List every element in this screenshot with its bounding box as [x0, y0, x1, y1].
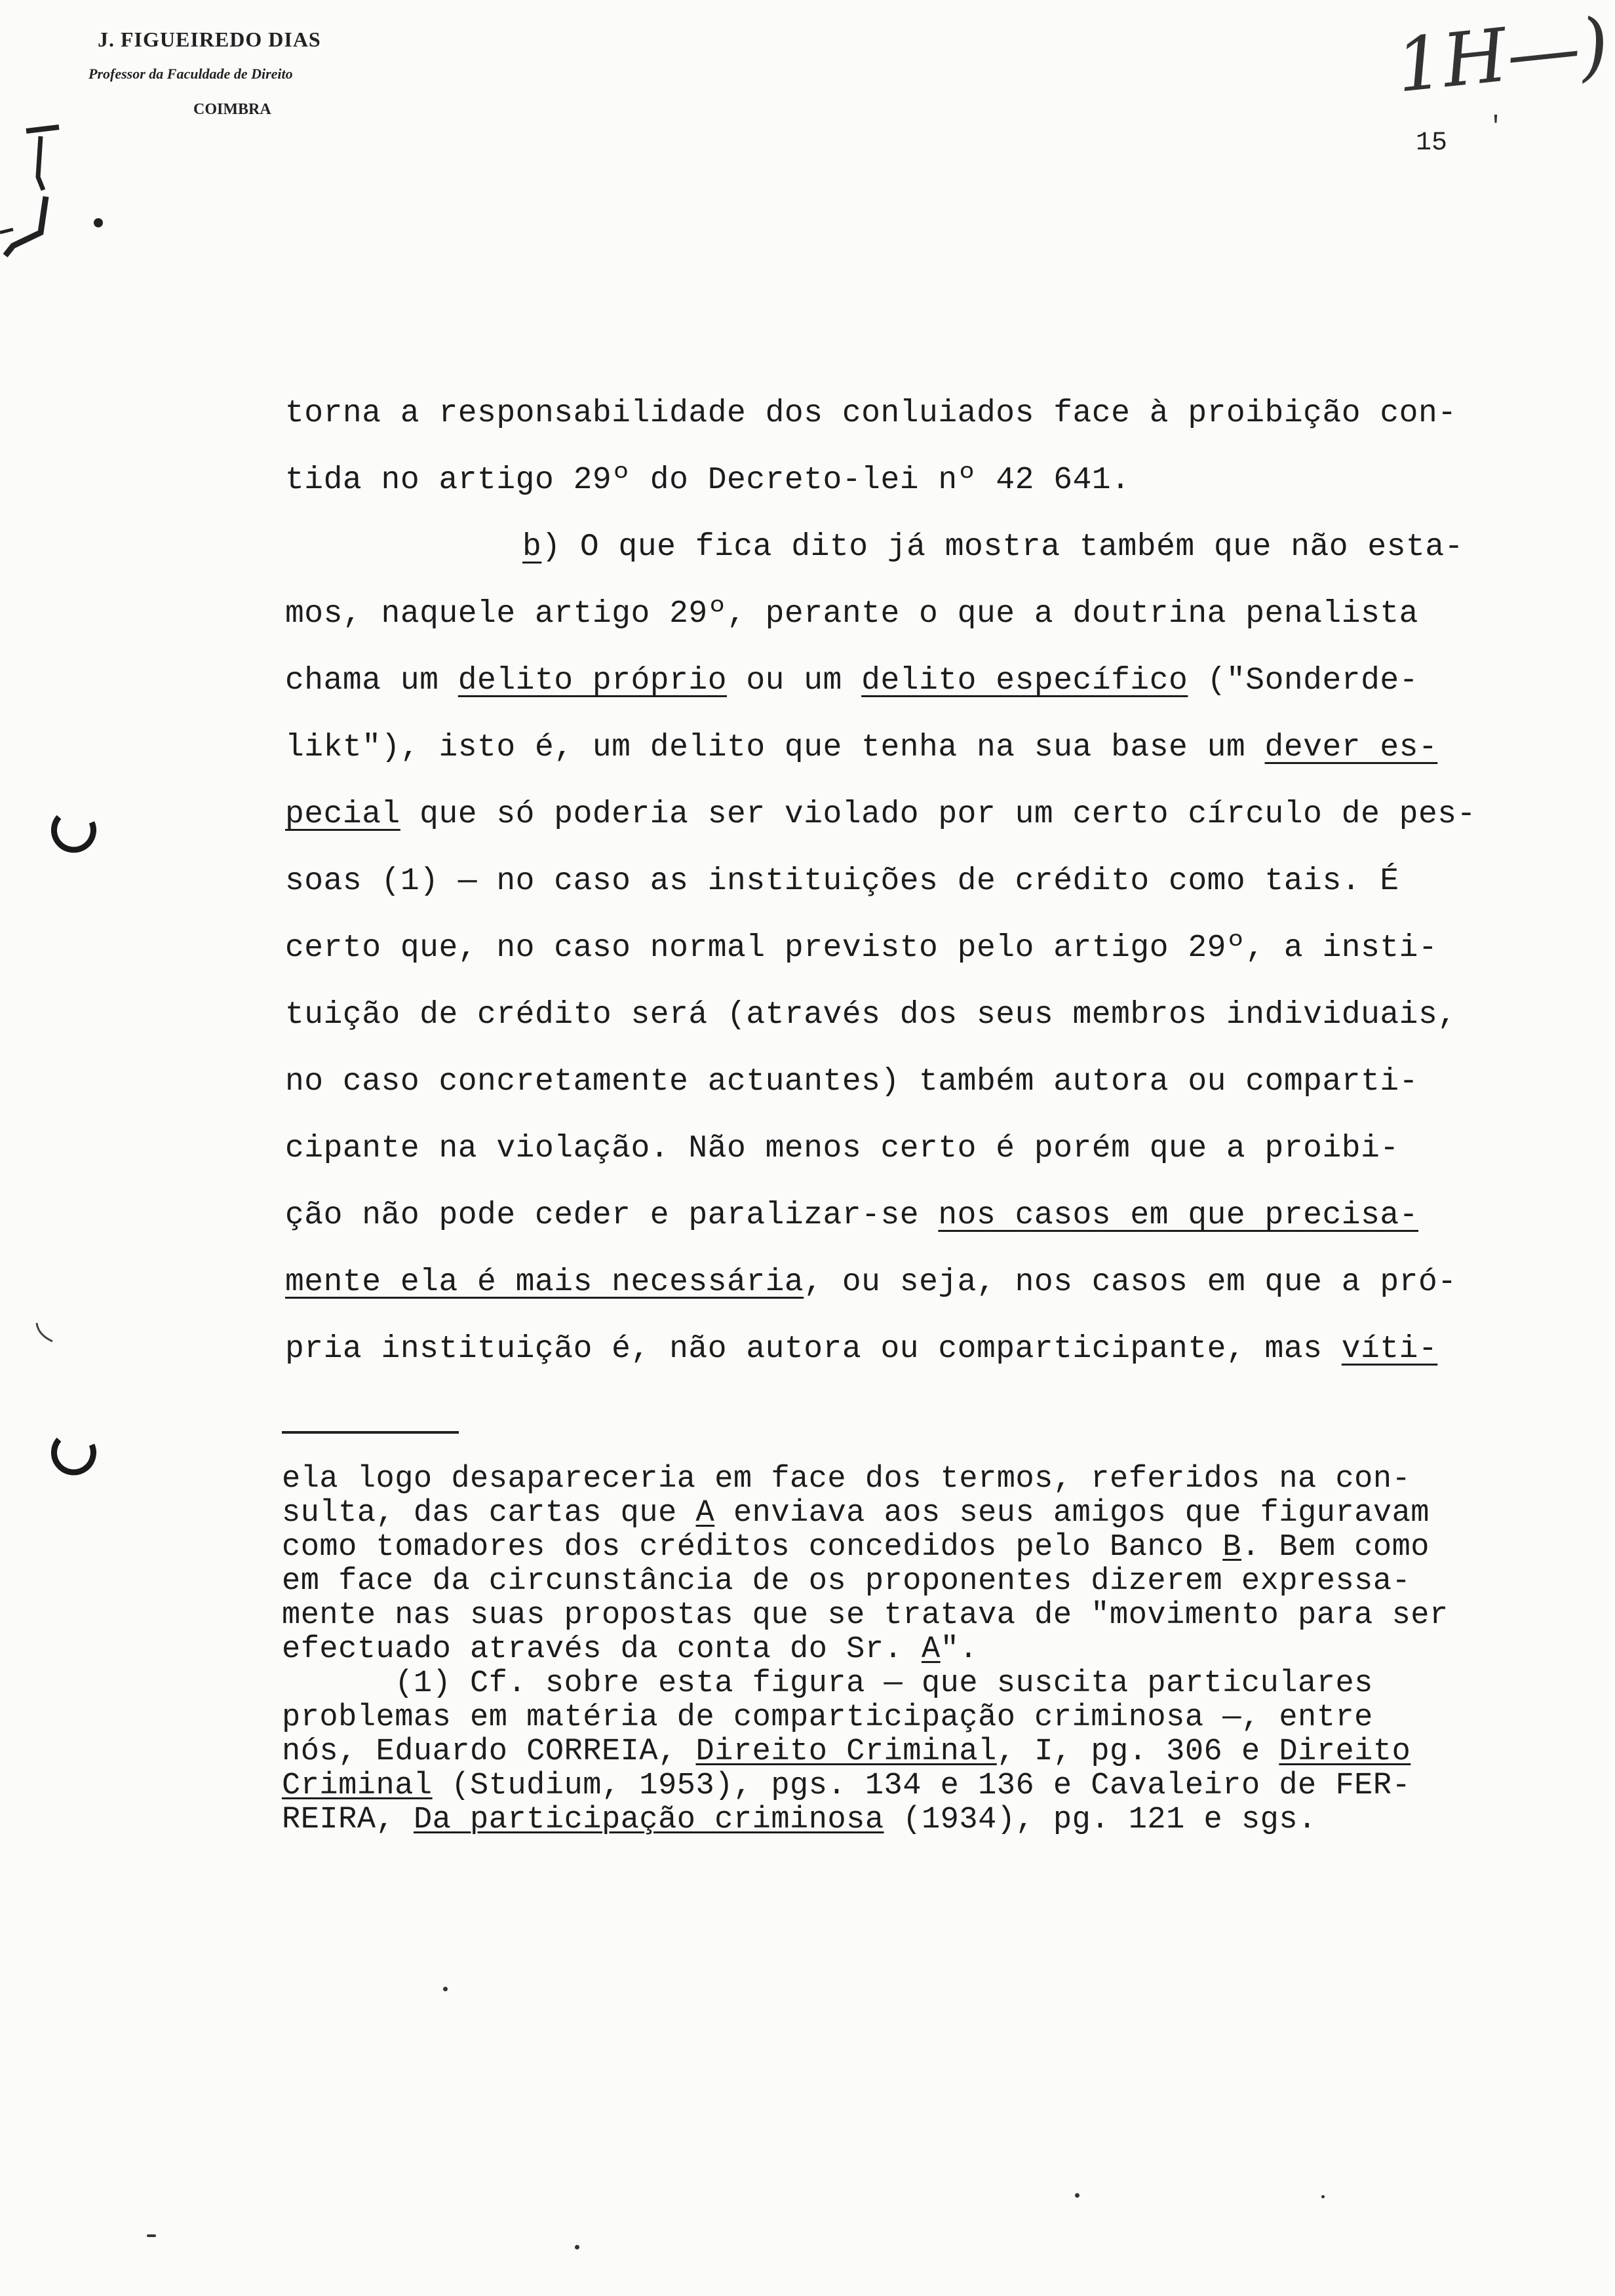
emphasis-term: dever es- [1264, 730, 1438, 765]
footnote-line [282, 1633, 1527, 1667]
footnotes [282, 1463, 1527, 1837]
footnote-line: (1) Cf. sobre esta figura — que suscita particulares [282, 1666, 1373, 1701]
letterhead-title: Professor da Faculdade de Direito [88, 66, 293, 82]
footnote-separator [282, 1431, 459, 1434]
page-number: 15 [1416, 128, 1448, 158]
text-line: no caso concretamente actuantes) também autora ou comparti- [285, 1064, 1418, 1100]
citation-title: Criminal [282, 1769, 433, 1803]
emphasis-term: nos casos em que precisa- [938, 1198, 1418, 1233]
scan-speck [1321, 2195, 1325, 2198]
text-span: chama um [285, 663, 458, 698]
footnote-line: problemas em matéria de comparticipação criminosa —, entre [282, 1700, 1373, 1735]
text-span: . Bem como [1241, 1530, 1430, 1565]
text-span: enviava aos seus amigos que figuravam [714, 1496, 1430, 1531]
text-span: , ou seja, nos casos em que a pró- [804, 1265, 1457, 1300]
text-span: ção não pode ceder e paralizar-se [285, 1198, 939, 1233]
text-span: que só poderia ser violado por um certo círculo de pes- [400, 797, 1476, 832]
text-span: (1934), pg. 121 e sgs. [884, 1803, 1317, 1837]
emphasis-term: B [1222, 1530, 1241, 1565]
margin-scribble-icon [0, 118, 118, 275]
text-line: mos, naquele artigo 29º, perante o que a doutrina penalista [285, 596, 1418, 632]
text-span: nós, Eduardo CORREIA, [282, 1734, 696, 1769]
body-text [285, 380, 1517, 1383]
footnote-line [282, 1769, 1527, 1803]
emphasis-term: A [921, 1632, 941, 1667]
footnote-line [282, 1803, 1527, 1837]
footnote-line: mente nas suas propostas que se tratava de "movimento para ser [282, 1598, 1449, 1633]
text-span: sulta, das cartas que [282, 1496, 696, 1531]
text-line [285, 647, 1517, 714]
text-span: REIRA, [282, 1803, 414, 1837]
punch-hole-bottom-icon [45, 1425, 104, 1484]
footnote-line [282, 1531, 1527, 1565]
footnote-line [282, 1497, 1527, 1531]
footnote-line: ela logo desapareceria em face dos termos, referidos na con- [282, 1462, 1411, 1497]
text-line: cipante na violação. Não menos certo é porém que a proibi- [285, 1131, 1399, 1166]
text-span: como tomadores dos créditos concedidos pelo Banco [282, 1530, 1223, 1565]
tick-mark: ' [1488, 113, 1504, 142]
scan-speck [147, 2234, 156, 2237]
text-line [285, 1249, 1517, 1316]
emphasis-term: delito próprio [457, 663, 728, 698]
text-span: ". [940, 1632, 979, 1667]
text-line [285, 514, 1517, 581]
emphasis-term: víti- [1341, 1331, 1438, 1367]
scan-speck [575, 2245, 579, 2249]
text-line [285, 1316, 1517, 1383]
text-line: soas (1) — no caso as instituições de crédito como tais. É [285, 864, 1399, 899]
text-line: tida no artigo 29º do Decreto-lei nº 42 641. [285, 463, 1131, 498]
footnote-line [282, 1735, 1527, 1769]
citation-title: Direito Criminal [695, 1734, 997, 1769]
punch-hole-top-icon [45, 803, 104, 862]
emphasis-term: delito específico [861, 663, 1188, 698]
margin-tick-icon [33, 1320, 59, 1347]
text-line [285, 714, 1517, 781]
text-span: ou um [727, 663, 862, 698]
emphasis-term: pecial [285, 797, 400, 832]
citation-title: Da participação criminosa [413, 1803, 884, 1837]
text-span: likt"), isto é, um delito que tenha na sua base um [285, 730, 1265, 765]
letterhead-city: COIMBRA [193, 101, 271, 118]
handwritten-annotation: 1H—) [1392, 2, 1613, 109]
text-line [285, 781, 1517, 848]
paragraph-label: b [522, 529, 542, 565]
text-line: torna a responsabilidade dos conluiados face à proibição con- [285, 396, 1457, 431]
text-line [285, 1182, 1517, 1249]
emphasis-term: mente ela é mais necessária [285, 1265, 804, 1300]
scan-speck [443, 1987, 448, 1991]
emphasis-term: A [695, 1496, 715, 1531]
footnote-line: em face da circunstância de os proponentes dizerem expressa- [282, 1564, 1411, 1599]
text-span: , I, pg. 306 e [996, 1734, 1279, 1769]
text-span: ) O que fica dito já mostra também que não esta- [541, 529, 1464, 565]
letterhead-name: J. FIGUEIREDO DIAS [98, 28, 321, 51]
text-span: efectuado através da conta do Sr. [282, 1632, 922, 1667]
text-line: tuição de crédito será (através dos seus membros individuais, [285, 997, 1457, 1033]
scan-speck [1075, 2193, 1080, 2198]
text-span: ("Sonderde- [1188, 663, 1418, 698]
text-line: certo que, no caso normal previsto pelo artigo 29º, a insti- [285, 930, 1438, 966]
text-span: pria instituição é, não autora ou comparticipante, mas [285, 1331, 1342, 1367]
citation-title: Direito [1279, 1734, 1411, 1769]
text-span: (Studium, 1953), pgs. 134 e 136 e Cavaleiro de FER- [432, 1769, 1411, 1803]
